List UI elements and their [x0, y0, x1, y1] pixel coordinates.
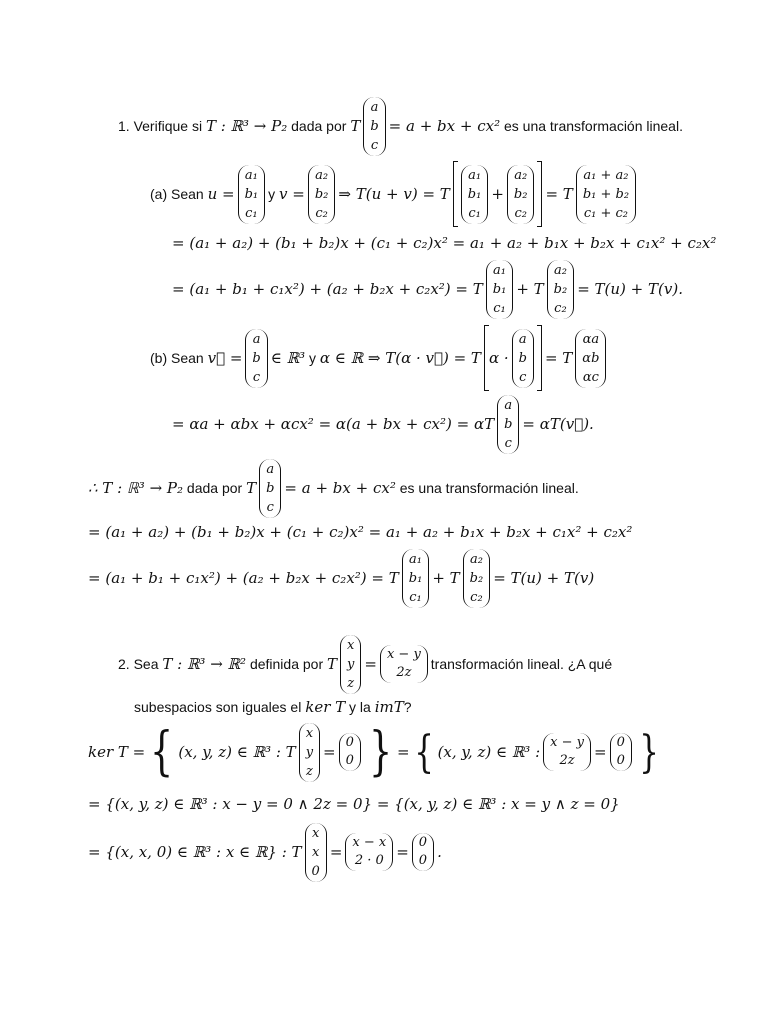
u-symbol: u =: [207, 185, 235, 203]
alpha-dot: α ·: [488, 349, 509, 367]
vec-entry: 0: [345, 753, 354, 768]
problem2-eq: =: [364, 655, 377, 673]
vec-entry: c: [519, 369, 527, 385]
conclusion-dada: dada por: [186, 480, 243, 496]
vec-entry: y: [347, 656, 355, 672]
part-b-label: (b) Sean: [150, 350, 204, 366]
v-vector-copy: [507, 165, 535, 224]
vec-entry: a: [518, 331, 527, 347]
zero-vector: [339, 733, 361, 771]
conclusion-line3-right: = T(u) + T(v): [493, 569, 595, 587]
problem2-q: ?: [403, 699, 412, 715]
vec-entry: c₁: [409, 589, 422, 605]
vec-entry: b: [252, 350, 261, 366]
problem2-line2-a: subespacios son iguales el: [134, 699, 302, 715]
vec-entry: c₁ + c₂: [583, 205, 628, 221]
conclusion-line3: [88, 545, 594, 611]
vec-entry: b₂: [314, 186, 329, 202]
eq-T-b: = T: [544, 349, 573, 367]
vec-entry: b: [266, 480, 275, 496]
problem2-question: [134, 696, 412, 718]
v-arrow-symbol: v⃗ =: [207, 349, 243, 367]
abc-vector-2: [497, 395, 519, 454]
conclusion-expansion: = (a₁ + a₂) + (b₁ + b₂)x + (c₁ + c₂)x² = a₁ + a₂ + b₁x + b₂x + c₁x² + c₂x²: [88, 523, 633, 541]
kernel-line1: [88, 720, 663, 784]
vec-entry: x: [347, 637, 355, 653]
implies-T: ⇒ T(u + v) = T: [338, 185, 450, 203]
set1-a: (x, y, z) ∈ ℝ³ : T: [178, 743, 296, 761]
problem1-vector: [363, 97, 385, 156]
vec-entry: a₂: [469, 551, 483, 567]
ker-eq: =: [323, 743, 336, 761]
problem1-number: 1. Verifique si: [118, 118, 203, 134]
part-b-line2-left: = αa + αbx + αcx² = α(a + bx + cx²) = αT: [172, 415, 495, 433]
problem2-im: imT: [374, 698, 404, 716]
problem2-def: definida por: [249, 656, 324, 672]
vec-entry: b₁ + b₂: [582, 186, 630, 202]
plus-sign: +: [491, 185, 504, 203]
vec-entry: a₁: [244, 167, 258, 183]
conclusion-line3-left: = (a₁ + b₁ + c₁x²) + (a₂ + b₂x + c₂x²) = T: [88, 569, 399, 587]
vec-entry: b₁: [467, 186, 482, 202]
zero-vector-3: [412, 833, 434, 871]
sum-vector: [576, 165, 636, 224]
vec-entry: a₂: [553, 262, 567, 278]
vec-entry: 2z: [559, 753, 575, 768]
vec-entry: 0: [418, 853, 428, 868]
vec-entry: a₁: [493, 262, 507, 278]
conclusion-line1: [88, 456, 579, 520]
vec-entry: c: [266, 499, 274, 515]
vec-entry: c: [504, 435, 512, 451]
problem1-T: T: [350, 117, 361, 135]
part-a-label: (a) Sean: [150, 186, 204, 202]
ker-eq3: =: [593, 743, 607, 761]
vec-entry: b: [518, 350, 527, 366]
alpha-implies: α ∈ ℝ ⇒ T(α · v⃗) = T: [319, 349, 481, 367]
abc-vector: [245, 329, 267, 388]
right-brace: }: [368, 722, 393, 782]
vec-entry: 0: [616, 753, 625, 768]
u-vector-copy: [461, 165, 489, 224]
part-a-y: y: [268, 186, 276, 202]
therefore-map: ∴ T : ℝ³ → P₂: [88, 479, 184, 497]
part-a-line3-left: = (a₁ + b₁ + c₁x²) + (a₂ + b₂x + c₂x²) = T: [172, 280, 483, 298]
problem1-map: T : ℝ³ → P₂: [205, 117, 288, 135]
kernel-line3: [88, 820, 442, 884]
part-a-line1: [150, 160, 639, 228]
diff-vector: [543, 733, 591, 771]
vec-entry: 0: [418, 835, 428, 850]
vec-entry: a: [252, 331, 261, 347]
conclusion-T: T: [246, 479, 257, 497]
vec-entry: αc: [582, 369, 599, 385]
abc-vector-copy: [512, 329, 534, 388]
vec-entry: αb: [582, 350, 600, 366]
vec-entry: y: [305, 744, 314, 760]
xyz-vector-ker: [299, 723, 320, 782]
alpha-vector: [575, 329, 606, 388]
vec-entry: b: [504, 416, 513, 432]
vec-entry: 2 · 0: [354, 853, 384, 868]
conclusion-rhs: = a + bx + cx²: [284, 479, 396, 497]
vec-entry: c₁: [245, 205, 258, 221]
left-brace-2: {: [413, 726, 434, 778]
conclusion-vector: [259, 459, 281, 518]
part-a-line3-right: = T(u) + T(v).: [577, 280, 683, 298]
bracket-sum: [453, 161, 543, 227]
vec-entry: b₂: [513, 186, 528, 202]
vec-entry: c₁: [493, 300, 506, 316]
part-b-y: y: [308, 350, 316, 366]
u-vector-2: [486, 260, 514, 319]
problem1-tail: es una transformación lineal.: [503, 118, 683, 134]
vec-entry: 0: [345, 735, 354, 750]
problem1-rhs: = a + bx + cx²: [388, 117, 501, 135]
eq-T: = T: [545, 185, 573, 203]
vec-entry: x − y: [550, 735, 584, 750]
vec-entry: b₁: [244, 186, 259, 202]
v-vector: [308, 165, 336, 224]
kernel-line3-a: = {(x, x, 0) ∈ ℝ³ : x ∈ ℝ} : T: [88, 843, 302, 861]
kernel-line3-eq2: =: [396, 843, 409, 861]
part-a-expansion: = (a₁ + a₂) + (b₁ + b₂)x + (c₁ + c₂)x² = a₁ + a₂ + b₁x + b₂x + c₁x² + c₂x²: [172, 234, 717, 252]
vec-entry: 0: [311, 863, 320, 879]
part-b-line1: [150, 326, 609, 390]
vec-entry: c₂: [470, 589, 483, 605]
xx0-vector: [305, 823, 327, 882]
problem2-ker: ker T: [305, 698, 346, 716]
vec-entry: 2z: [396, 665, 412, 680]
vec-entry: a: [266, 461, 275, 477]
part-b-line2-right: = αT(v⃗).: [522, 415, 594, 433]
u-vector-3: [402, 549, 430, 608]
vec-entry: b: [370, 118, 379, 134]
vec-entry: b₁: [492, 281, 507, 297]
vec-entry: x − x: [352, 835, 387, 850]
vec-entry: a₂: [514, 167, 528, 183]
problem1-statement: [118, 94, 683, 158]
vec-entry: b₂: [553, 281, 568, 297]
image-vector: [380, 645, 428, 683]
v-vector-3: [463, 549, 491, 608]
problem2-map: T : ℝ³ → ℝ²: [162, 655, 247, 673]
vec-entry: c: [252, 369, 261, 385]
vec-entry: a₁: [468, 167, 482, 183]
ker-eq2: =: [397, 743, 410, 761]
v-vector-2: [547, 260, 575, 319]
vec-entry: c₁: [468, 205, 481, 221]
problem2-tail: transformación lineal. ¿A qué: [430, 656, 613, 672]
vec-entry: c₂: [514, 205, 527, 221]
vec-entry: 0: [616, 735, 625, 750]
vec-entry: c₂: [554, 300, 567, 316]
kernel-line2: [88, 792, 620, 816]
vec-entry: x: [312, 844, 320, 860]
left-brace: {: [150, 722, 174, 782]
problem2-T: T: [327, 655, 338, 673]
vec-entry: a₂: [315, 167, 329, 183]
vec-entry: x: [305, 725, 314, 741]
conclusion-tail: es una transformación lineal.: [399, 480, 579, 496]
vec-entry: αa: [582, 331, 600, 347]
set2-a: (x, y, z) ∈ ℝ³ :: [437, 743, 541, 761]
problem1-dada: dada por: [291, 118, 347, 134]
ker-lhs: ker T =: [88, 743, 146, 761]
vec-entry: a: [504, 397, 513, 413]
xyz-vector: [340, 635, 361, 694]
vec-entry: x − y: [386, 647, 421, 662]
kernel-conditions: = {(x, y, z) ∈ ℝ³ : x − y = 0 ∧ 2z = 0} = {(x, y, z) ∈ ℝ³ : x = y ∧ z = 0}: [88, 795, 620, 813]
plus-T: + T: [516, 280, 544, 298]
problem2-line2-b: y la: [349, 699, 371, 715]
vec-entry: b₁: [408, 570, 423, 586]
conclusion-line2: [88, 521, 632, 543]
bracket-alpha: [484, 325, 542, 391]
conclusion-plus-T: + T: [432, 569, 460, 587]
vec-entry: a₁ + a₂: [583, 167, 629, 183]
vec-entry: a₁: [409, 551, 423, 567]
kernel-line3-eq1: =: [329, 843, 343, 861]
right-brace-2: }: [639, 726, 659, 778]
vec-entry: a: [370, 99, 379, 115]
u-vector: [238, 165, 266, 224]
problem2-statement: [118, 632, 612, 696]
in-r3: ∈ ℝ³: [270, 349, 306, 367]
vec-entry: z: [347, 675, 355, 691]
problem2-number: 2. Sea: [118, 656, 159, 672]
xx-vector: [345, 833, 393, 871]
vec-entry: b₂: [469, 570, 484, 586]
v-symbol: v =: [279, 185, 305, 203]
vec-entry: z: [305, 763, 313, 779]
part-b-line2: [172, 392, 594, 456]
part-a-line2: [172, 232, 716, 254]
vec-entry: c: [370, 137, 379, 153]
part-a-line3: [172, 256, 683, 322]
vec-entry: c₂: [315, 205, 328, 221]
vec-entry: x: [312, 825, 320, 841]
kernel-end: .: [437, 843, 442, 861]
zero-vector-2: [610, 733, 632, 771]
